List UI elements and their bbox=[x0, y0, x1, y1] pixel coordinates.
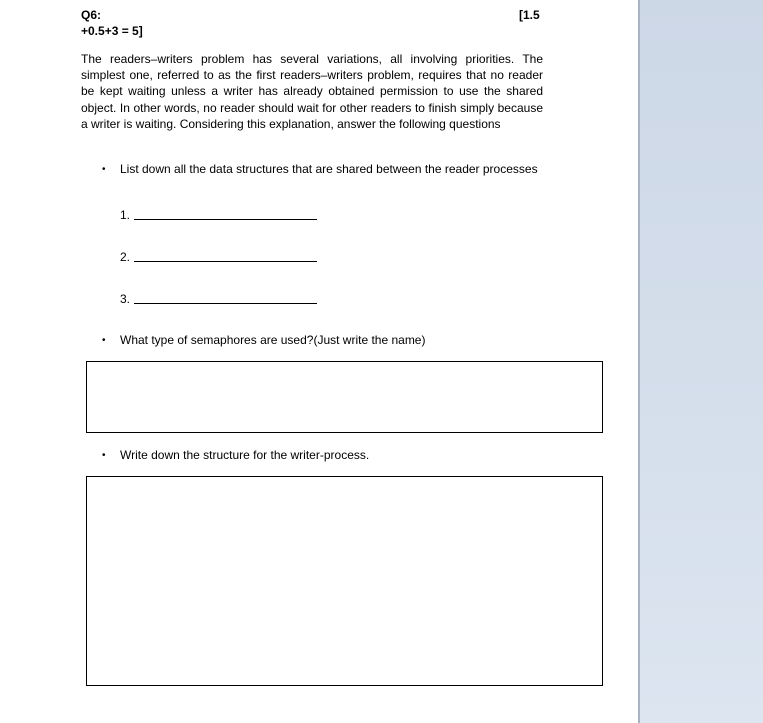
blank-number: 1. bbox=[120, 208, 131, 222]
bullet-marker: • bbox=[102, 450, 106, 461]
answer-blank-2[interactable] bbox=[134, 261, 317, 262]
bullet-marker: • bbox=[102, 164, 106, 175]
marks-breakdown: +0.5+3 = 5] bbox=[81, 24, 143, 38]
blank-number: 3. bbox=[120, 292, 131, 306]
bullet-marker: • bbox=[102, 335, 106, 346]
answer-blank-3[interactable] bbox=[134, 303, 317, 304]
bullet-text-shared-data: List down all the data structures that are shared between the reader processes bbox=[120, 162, 538, 176]
workspace-background bbox=[640, 0, 763, 723]
bullet-text-writer-process: Write down the structure for the writer-process. bbox=[120, 448, 370, 462]
bullet-text-semaphores: What type of semaphores are used?(Just write the name) bbox=[120, 333, 426, 347]
question-number: Q6: bbox=[81, 8, 102, 22]
answer-blank-1[interactable] bbox=[134, 219, 317, 220]
writer-structure-answer-box[interactable] bbox=[86, 476, 603, 686]
blank-number: 2. bbox=[120, 250, 131, 264]
question-intro: The readers–writers problem has several variations, all involving priorities. The simplest one, referred to as the first readers–writers problem, requires that no reader be kept waiting unless a writer has already obtained permission to use the shared object. In other words, no reader should wait for other readers to finish simply because a writer is waiting. Considering this explanation, answer the following questions bbox=[81, 52, 543, 131]
semaphore-answer-box[interactable] bbox=[86, 361, 603, 433]
marks-label: [1.5 bbox=[519, 8, 540, 22]
